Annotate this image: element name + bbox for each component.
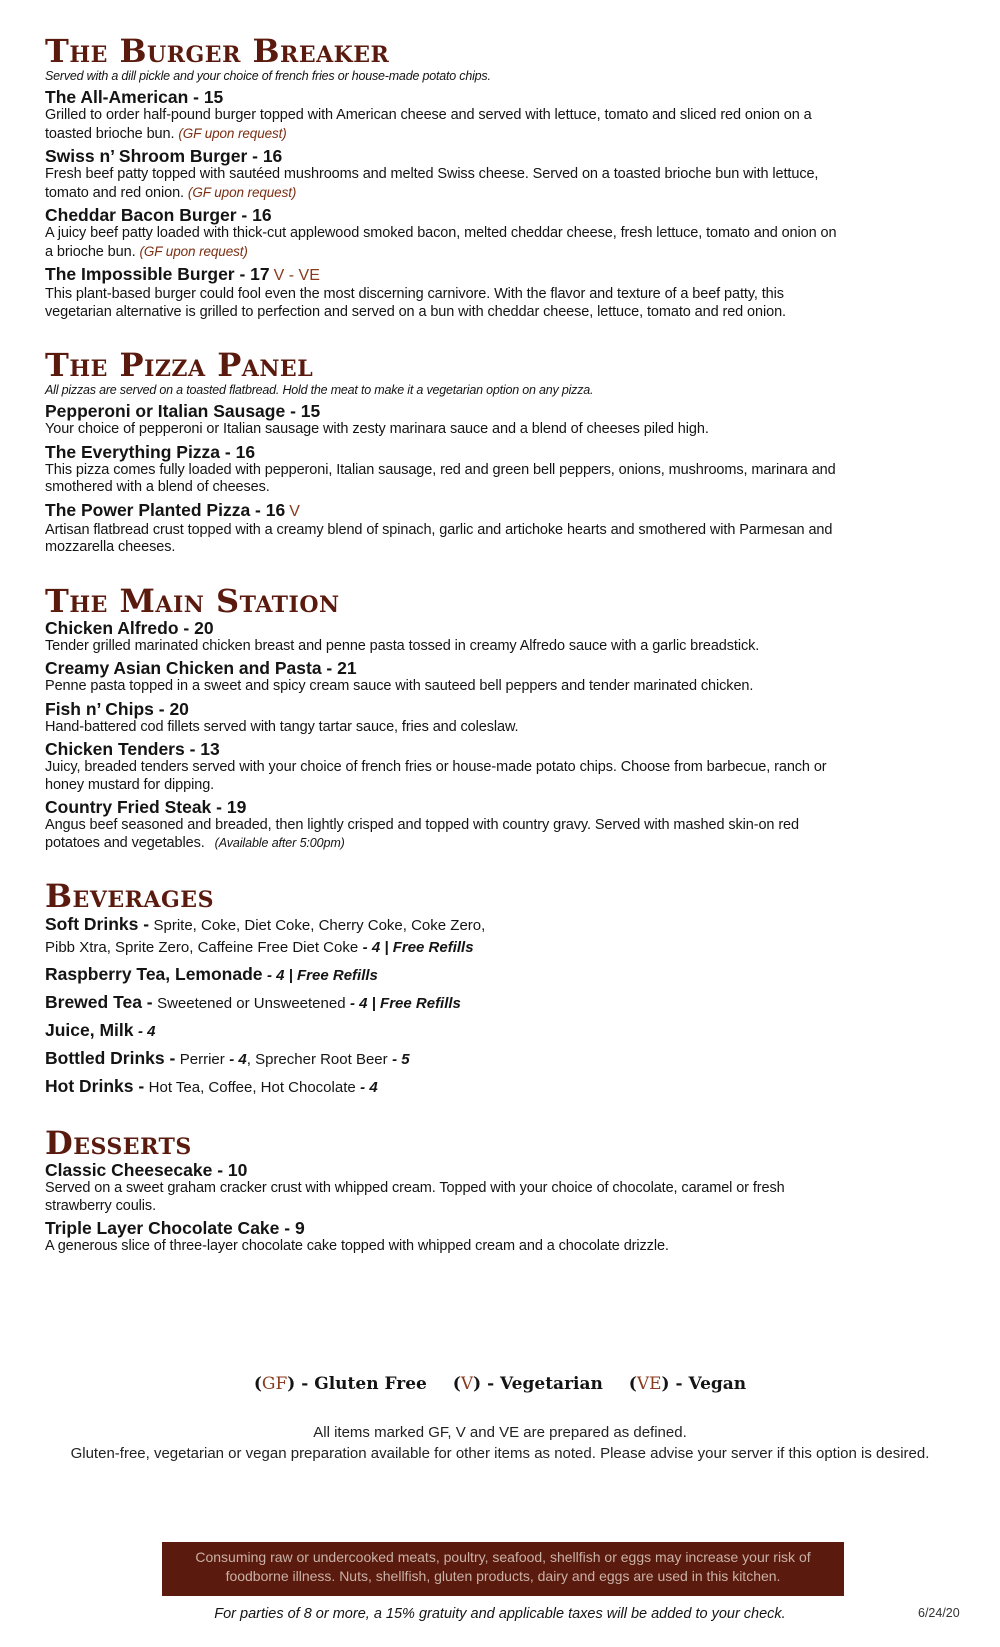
beverage-name: Brewed Tea -: [45, 992, 153, 1012]
menu-item: [45, 264, 845, 321]
beverage-price: - 4: [137, 1023, 156, 1040]
item-name: Chicken Alfredo - 20: [45, 617, 214, 638]
beverage-price: - 4 | Free Refills: [350, 995, 461, 1012]
diet-tag: V: [289, 502, 300, 520]
item-name: Fish n’ Chips - 20: [45, 698, 189, 719]
legend-label: - Vegan: [675, 1374, 747, 1394]
beverage-name: Soft Drinks -: [45, 914, 150, 934]
menu-item: [45, 500, 845, 557]
item-desc: Hand-battered cod fillets served with tangy tartar sauce, fries and coleslaw.: [45, 718, 519, 735]
item-name: Classic Cheesecake - 10: [45, 1160, 248, 1180]
item-name: Cheddar Bacon Burger - 16: [45, 205, 272, 225]
item-name: Country Fried Steak - 19: [45, 797, 247, 817]
section-title: Beverages: [45, 877, 214, 915]
item-name: The Power Planted Pizza - 16: [45, 499, 286, 520]
section-note: All pizzas are served on a toasted flatbread. Hold the meat to make it a vegetarian option on any pizza.: [45, 383, 594, 397]
beverage-juice-milk: [45, 1019, 845, 1043]
item-name: Chicken Tenders - 13: [45, 739, 220, 759]
menu-page: [45, 34, 845, 1283]
section-beverages: [45, 879, 845, 1099]
beverage-name: Hot Drinks -: [45, 1076, 145, 1096]
menu-item: [45, 1160, 845, 1215]
section-pizza: [45, 348, 845, 557]
gratuity-note: For parties of 8 or more, a 15% gratuity and applicable taxes will be added to your check.: [214, 1606, 786, 1622]
beverage-desc: Hot Tea, Coffee, Hot Chocolate: [148, 1079, 356, 1096]
beverage-soft-drinks: [45, 913, 845, 959]
diet-legend: (GF) - Gluten Free (V) - Vegetarian (VE) - Vegan: [253, 1374, 747, 1394]
item-desc: This pizza comes fully loaded with pepperoni, Italian sausage, red and green bell peppers, onions, mushrooms, marinara and smothered with a blend of cheeses.: [45, 461, 836, 495]
diet-tag: V - VE: [273, 267, 320, 284]
revision-date: 6/24/20: [918, 1606, 960, 1620]
menu-item: [45, 401, 845, 439]
beverage-bottled: [45, 1047, 845, 1071]
section-main: [45, 581, 845, 853]
gf-note: (GF upon request): [178, 125, 287, 141]
menu-item: [45, 699, 845, 737]
beverage-brewed-tea: [45, 991, 845, 1015]
beverage-desc: Sprite, Coke, Diet Coke, Cherry Coke, Coke Zero,: [153, 917, 486, 934]
item-name: The Everything Pizza - 16: [45, 441, 256, 462]
menu-item: [45, 1218, 845, 1256]
item-desc: A juicy beef patty loaded with thick-cut applewood smoked bacon, melted cheddar cheese, fresh lettuce, tomato and onion on a brioche bun.: [45, 225, 837, 260]
item-desc: Artisan flatbread crust topped with a creamy blend of spinach, garlic and artichoke hearts and smothered with Parmesan and mozzarella cheeses.: [45, 521, 833, 555]
section-desserts: [45, 1126, 845, 1256]
availability-note: (Available after 5:00pm): [214, 835, 345, 850]
section-title: The Pizza Panel: [45, 346, 314, 384]
legend-label: - Vegetarian: [487, 1374, 603, 1394]
item-desc: Served on a sweet graham cracker crust with whipped cream. Topped with your choice of chocolate, caramel or fresh strawberry coulis.: [45, 1180, 785, 1214]
item-desc: Penne pasta topped in a sweet and spicy cream sauce with sauteed bell peppers and tender marinated chicken.: [45, 678, 754, 694]
warning-line: Consuming raw or undercooked meats, poultry, seafood, shellfish or eggs may increase your risk of: [195, 1549, 811, 1565]
beverage-name: Bottled Drinks -: [45, 1048, 176, 1068]
section-title: The Burger Breaker: [45, 32, 390, 70]
item-desc: A generous slice of three-layer chocolate cake topped with whipped cream and a chocolate drizzle.: [45, 1238, 669, 1254]
beverage-price: - 5: [392, 1051, 410, 1068]
beverage-raspberry-tea: [45, 963, 845, 987]
beverage-name: Juice, Milk: [45, 1020, 134, 1040]
item-desc: Tender grilled marinated chicken breast and penne pasta tossed in creamy Alfredo sauce with a garlic breadstick.: [45, 637, 760, 654]
diet-notes: [0, 1422, 1000, 1464]
beverage-hot: [45, 1075, 845, 1099]
item-name: Creamy Asian Chicken and Pasta - 21: [45, 658, 357, 678]
item-desc: Angus beef seasoned and breaded, then lightly crisped and topped with country gravy. Served with mashed skin-on red potatoes and vegetables.: [45, 817, 799, 851]
item-name: Triple Layer Chocolate Cake - 9: [45, 1218, 305, 1238]
section-title: Desserts: [45, 1124, 192, 1162]
section-title: The Main Station: [45, 581, 340, 620]
legend-code: V: [460, 1374, 474, 1394]
item-name: Swiss n’ Shroom Burger - 16: [45, 146, 283, 166]
menu-item: [45, 797, 845, 852]
item-desc: Your choice of pepperoni or Italian sausage with zesty marinara sauce and a blend of cheeses piled high.: [45, 421, 709, 437]
item-name: The All-American - 15: [45, 87, 224, 107]
beverage-price: - 4: [229, 1051, 247, 1068]
beverage-price: - 4: [360, 1079, 378, 1096]
menu-item: [45, 658, 845, 696]
gf-note: (GF upon request): [139, 243, 248, 259]
beverage-name: Raspberry Tea, Lemonade: [45, 964, 263, 984]
legend-code: VE: [636, 1374, 662, 1394]
gf-note: (GF upon request): [187, 184, 297, 200]
legend-label: - Gluten Free: [301, 1374, 427, 1394]
menu-item: [45, 87, 845, 143]
menu-item: [45, 442, 845, 497]
item-desc: Fresh beef patty topped with sautéed mushrooms and melted Swiss cheese. Served on a toasted brioche bun with lettuce, tomato and red onion.: [45, 166, 819, 201]
menu-item: [45, 205, 845, 261]
note-line: All items marked GF, V and VE are prepared as defined.: [313, 1424, 687, 1441]
beverage-desc: Sweetened or Unsweetened: [157, 995, 346, 1012]
beverage-price: - 4 | Free Refills: [266, 967, 378, 984]
section-burgers: [45, 34, 845, 321]
item-name: The Impossible Burger - 17: [45, 264, 270, 284]
beverage-desc: , Sprecher Root Beer: [246, 1051, 388, 1068]
beverage-desc: Pibb Xtra, Sprite Zero, Caffeine Free Diet Coke: [45, 939, 359, 956]
item-name: Pepperoni or Italian Sausage - 15: [45, 401, 321, 421]
item-desc: Grilled to order half-pound burger topped with American cheese and served with lettuce, tomato and sliced red onion on a toasted brioche bun.: [45, 107, 812, 142]
legend-code: GF: [261, 1374, 288, 1394]
menu-item: [45, 146, 845, 202]
item-desc: This plant-based burger could fool even the most discerning carnivore. With the flavor and texture of a beef patty, this vegetarian alternative is grilled to perfection and served on a bun with cheddar cheese, lettuce, tomato and red onion.: [45, 286, 786, 320]
item-desc: Juicy, breaded tenders served with your choice of french fries or house-made potato chips. Choose from barbecue, ranch or honey mustard for dipping.: [45, 759, 827, 793]
menu-item: [45, 739, 845, 794]
section-note: Served with a dill pickle and your choice of french fries or house-made potato chips.: [45, 69, 491, 83]
allergy-warning: [162, 1542, 844, 1596]
warning-line: foodborne illness. Nuts, shellfish, gluten products, dairy and eggs are used in this kitchen.: [225, 1568, 781, 1584]
menu-item: [45, 618, 845, 656]
note-line: Gluten-free, vegetarian or vegan preparation available for other items as noted. Please advise your server if this option is desired.: [70, 1445, 930, 1462]
beverage-price: - 4 | Free Refills: [362, 939, 474, 956]
beverage-desc: Perrier: [179, 1051, 225, 1068]
